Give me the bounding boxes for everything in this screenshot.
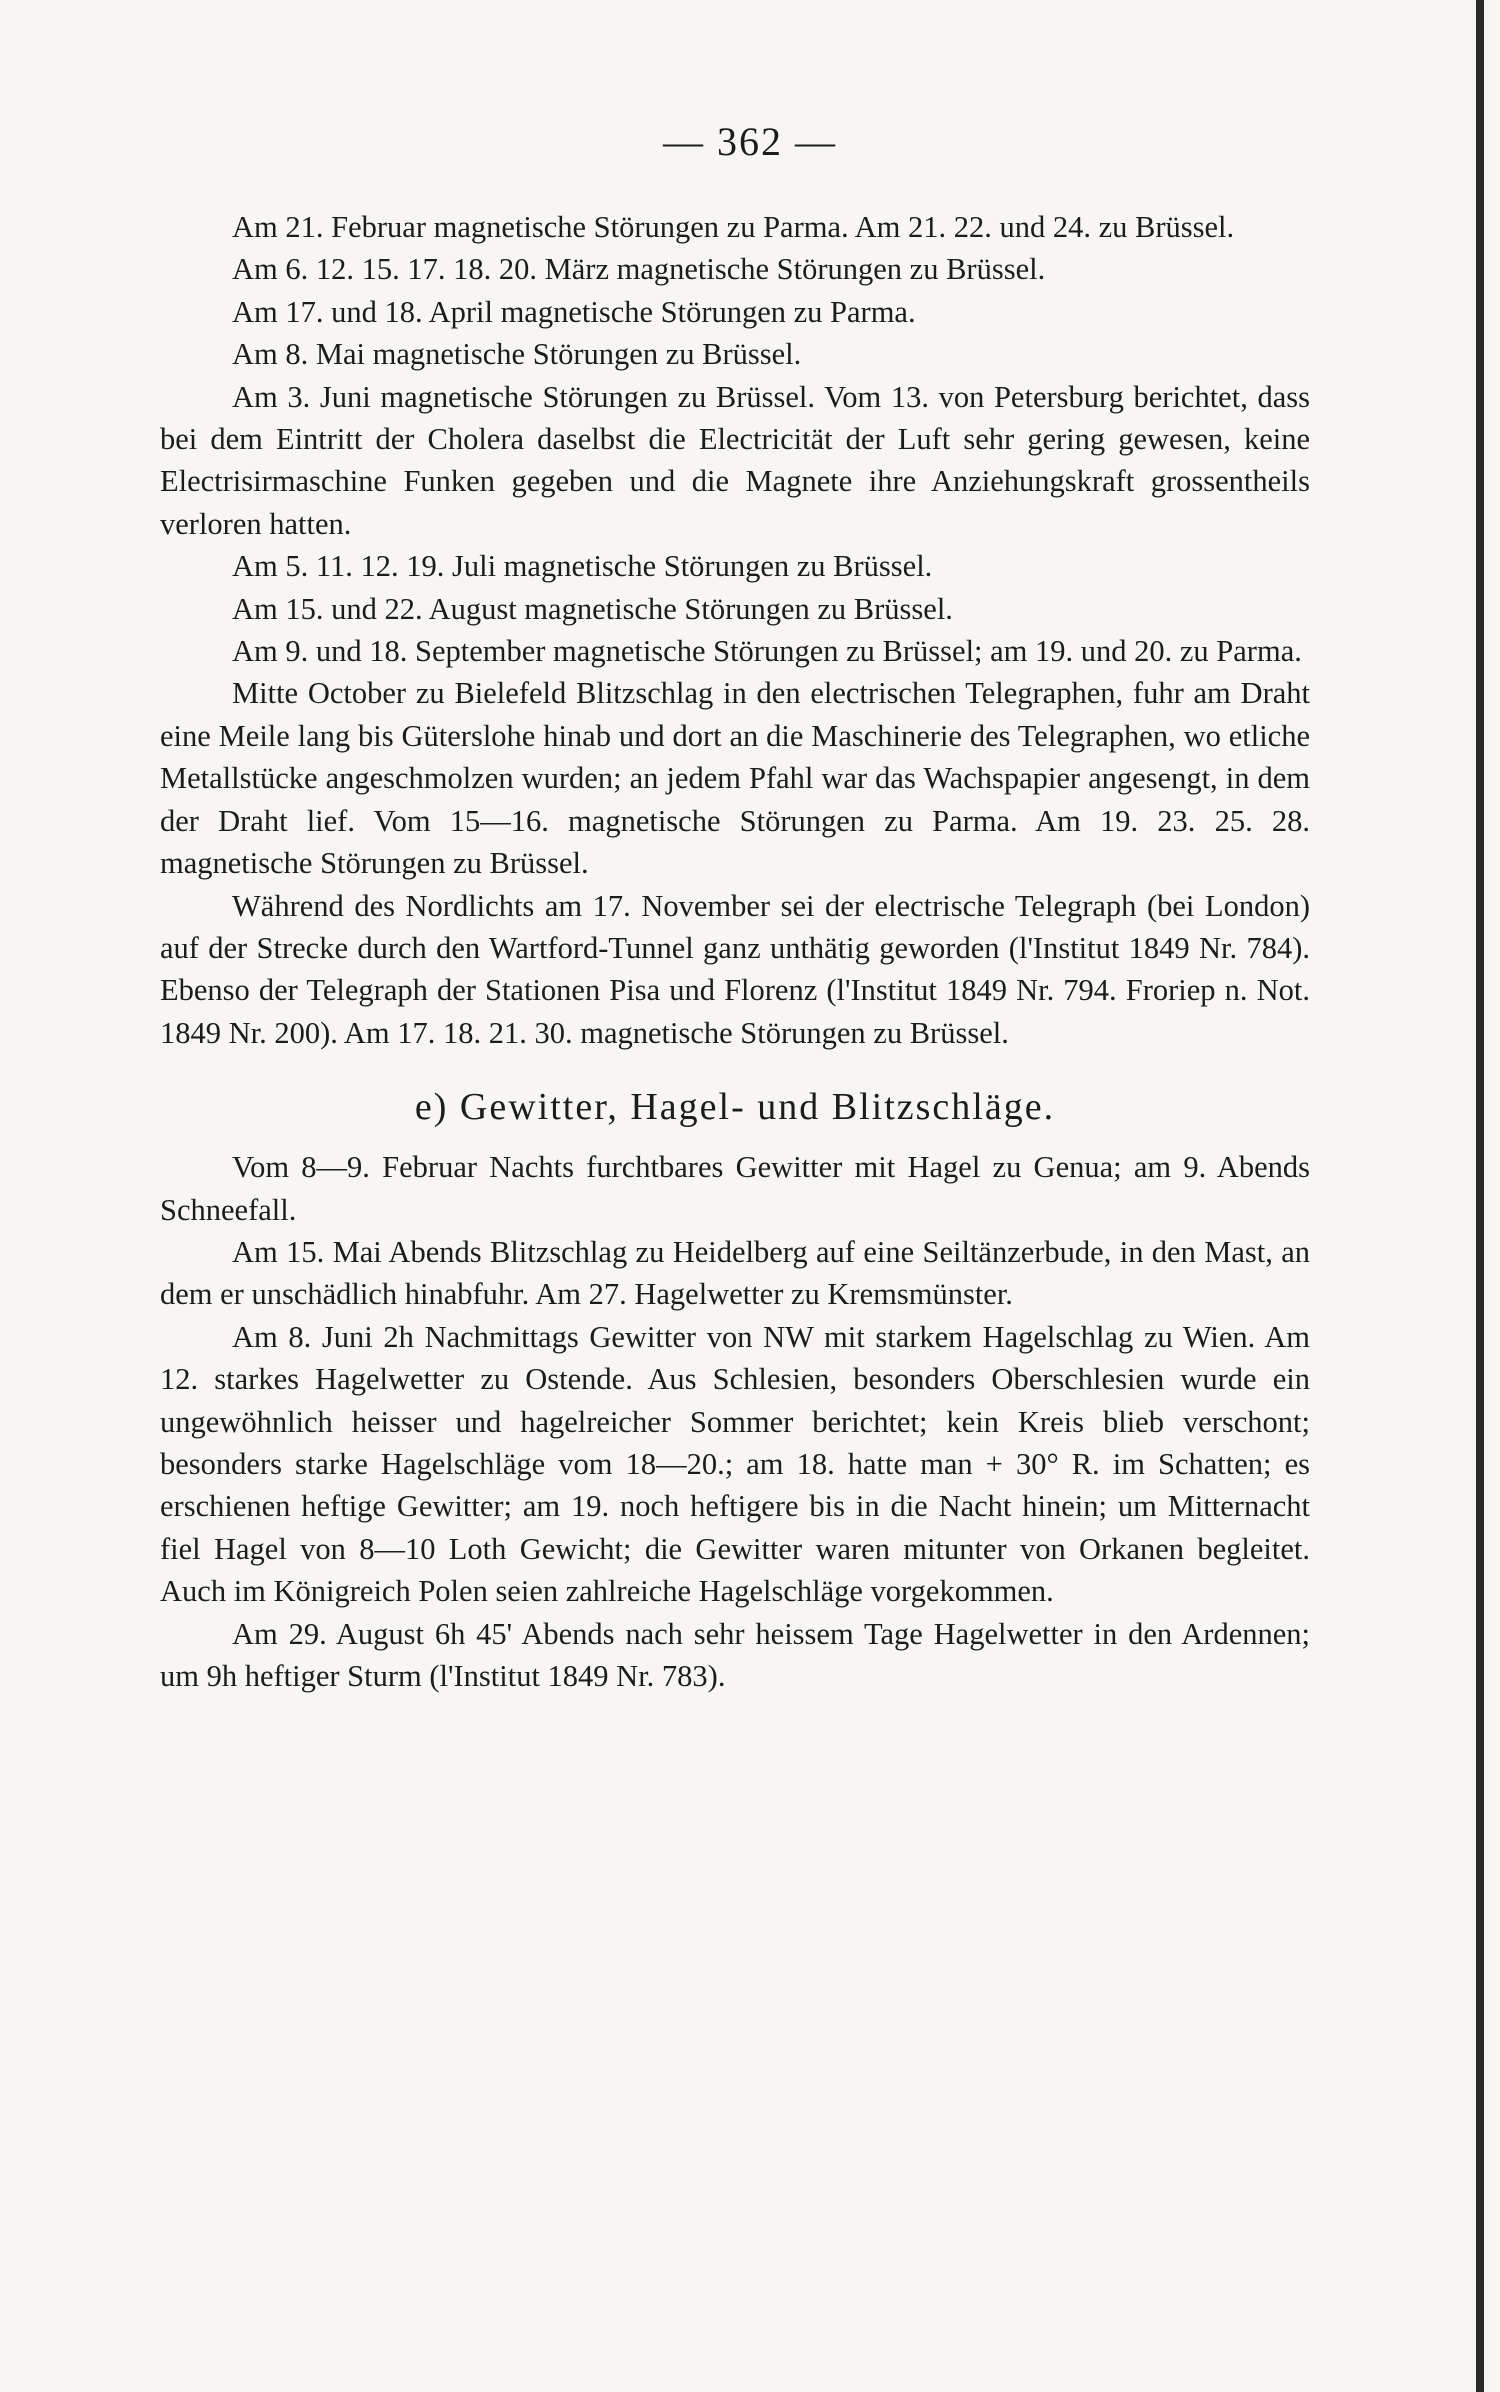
paragraph: Am 29. August 6h 45' Abends nach sehr heissem Tage Hagelwetter in den Ardennen; um 9h heftiger Sturm (l'Institut 1849 Nr. 783). [160, 1616, 1310, 1693]
paragraph: Am 8. Mai magnetische Störungen zu Brüssel. [232, 337, 802, 372]
paragraph: Am 9. und 18. September magnetische Störungen zu Brüssel; am 19. und 20. zu Parma. [232, 634, 1302, 669]
paragraph: Am 6. 12. 15. 17. 18. 20. März magnetische Störungen zu Brüssel. [232, 252, 1046, 287]
paragraph: Während des Nordlichts am 17. November sei der electrische Telegraph (bei London) auf der Strecke durch den Wartford-Tunnel ganz unthätig geworden (l'Institut 1849 Nr. 784). Ebenso der Telegraph der Stationen Pisa und Florenz (l'Institut 1849 Nr. 794. Froriep n. Not. 1849 Nr. 200). Am 17. 18. 21. 30. magnetische Störungen zu Brüssel. [160, 888, 1310, 1050]
paragraph: Mitte October zu Bielefeld Blitzschlag in den electrischen Telegraphen, fuhr am Draht eine Meile lang bis Güterslohe hinab und dort an die Maschinerie des Telegraphen, wo etliche Metallstücke angeschmolzen wurden; an jedem Pfahl war das Wachspapier angesengt, in dem der Draht lief. Vom 15—16. magnetische Störungen zu Parma. Am 19. 23. 25. 28. magnetische Störungen zu Brüssel. [160, 676, 1310, 881]
paragraph: Am 5. 11. 12. 19. Juli magnetische Störungen zu Brüssel. [232, 549, 933, 584]
paragraph: Am 15. und 22. August magnetische Störungen zu Brüssel. [232, 591, 953, 626]
scan-edge-rule [1476, 0, 1484, 2392]
page-number: — 362 — [663, 119, 837, 164]
paragraph: Am 17. und 18. April magnetische Störungen zu Parma. [232, 294, 916, 329]
paragraphs-after-heading [160, 1146, 1310, 1697]
paragraph: Vom 8—9. Februar Nachts furchtbares Gewitter mit Hagel zu Genua; am 9. Abends Schneefall. [160, 1150, 1310, 1227]
paragraph: Am 3. Juni magnetische Störungen zu Brüssel. Vom 13. von Petersburg berichtet, dass bei dem Eintritt der Cholera daselbst die Electricität der Luft sehr gering gewesen, keine Electrisirmaschine Funken gegeben und die Magnete ihre Anziehungskraft grossentheils verloren hatten. [160, 379, 1310, 541]
paragraph: Am 8. Juni 2h Nachmittags Gewitter von NW mit starkem Hagelschlag zu Wien. Am 12. starkes Hagelwetter zu Ostende. Aus Schlesien, besonders Oberschlesien wurde ein ungewöhnlich heisser und hagelreicher Sommer berichtet; kein Kreis blieb verschont; besonders starke Hagelschläge vom 18—20.; am 18. hatte man + 30° R. im Schatten; es erschienen heftige Gewitter; am 19. noch heftigere bis in die Nacht hinein; um Mitternacht fiel Hagel von 8—10 Loth Gewicht; die Gewitter waren mitunter von Orkanen begleitet. Auch im Königreich Polen seien zahlreiche Hagelschläge vorgekommen. [160, 1319, 1310, 1609]
paragraph: Am 21. Februar magnetische Störungen zu Parma. Am 21. 22. und 24. zu Brüssel. [232, 210, 1235, 244]
page-body [160, 206, 1310, 1697]
section-heading: e) Gewitter, Hagel- und Blitzschläge. [414, 1086, 1056, 1129]
paragraphs-before-heading [160, 206, 1310, 1054]
paragraph: Am 15. Mai Abends Blitzschlag zu Heidelberg auf eine Seiltänzerbude, in den Mast, an dem er unschädlich hinabfuhr. Am 27. Hagelwetter zu Kremsmünster. [160, 1234, 1310, 1312]
